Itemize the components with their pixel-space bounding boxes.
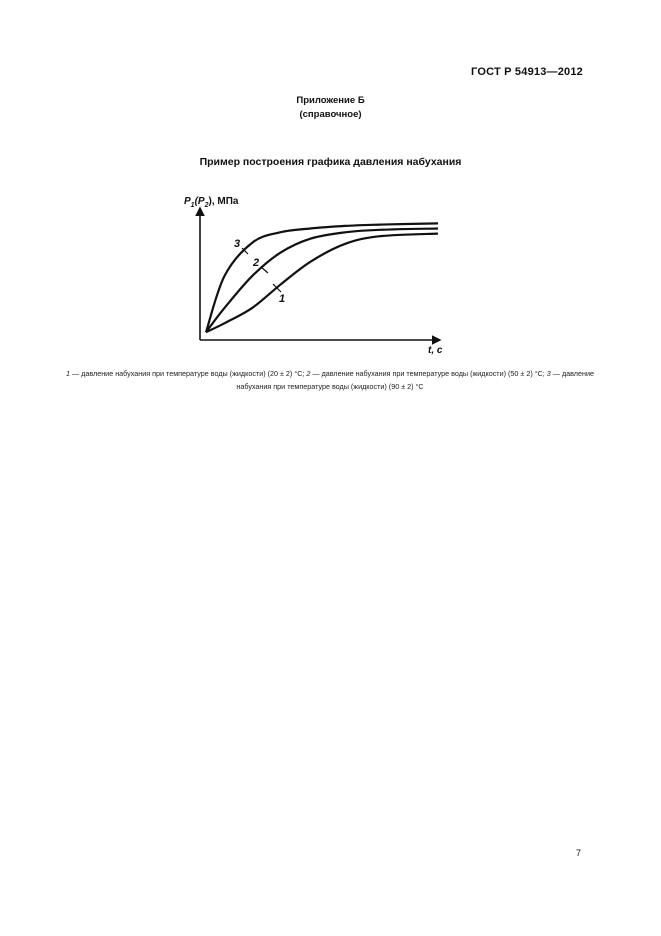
caption-num-2: 2 (306, 369, 311, 378)
y-label-sub1: 1 (190, 202, 195, 209)
caption-text-3: — давление набухания при температуре воды (жидкости) (90 ± 2) °С (236, 369, 594, 391)
appendix-subtitle: (справочное) (299, 109, 362, 120)
leader-line-2 (261, 267, 268, 273)
page-number: 7 (575, 848, 581, 858)
appendix-title: Приложение Б (296, 95, 365, 106)
y-label-main: P (184, 196, 191, 207)
y-label-end: ), МПа (208, 196, 239, 207)
caption-text-2: — давление набухания при температуре воды (жидкости) (50 ± 2) °С; (310, 369, 547, 378)
series-label-1: 1 (279, 293, 286, 305)
standard-id: ГОСТ Р 54913—2012 (471, 66, 583, 78)
figure-title: Пример построения графика давления набухания (199, 156, 462, 168)
figure-caption (60, 367, 600, 393)
caption-num-3: 3 (546, 369, 551, 378)
series-line-2 (206, 229, 438, 333)
caption-text-1: — давление набухания при температуре воды (жидкости) (20 ± 2) °С; (70, 369, 307, 378)
y-axis-label (184, 196, 239, 209)
series-label-3: 3 (234, 238, 241, 250)
y-label-mid: (P (194, 196, 205, 207)
y-label-sub2: 2 (204, 202, 209, 209)
series-line-1 (206, 234, 438, 333)
swelling-pressure-chart (170, 186, 460, 358)
caption-num-1: 1 (66, 369, 70, 378)
x-axis-label: t, с (428, 345, 443, 356)
series-label-2: 2 (253, 257, 260, 269)
appendix-heading (0, 94, 661, 122)
